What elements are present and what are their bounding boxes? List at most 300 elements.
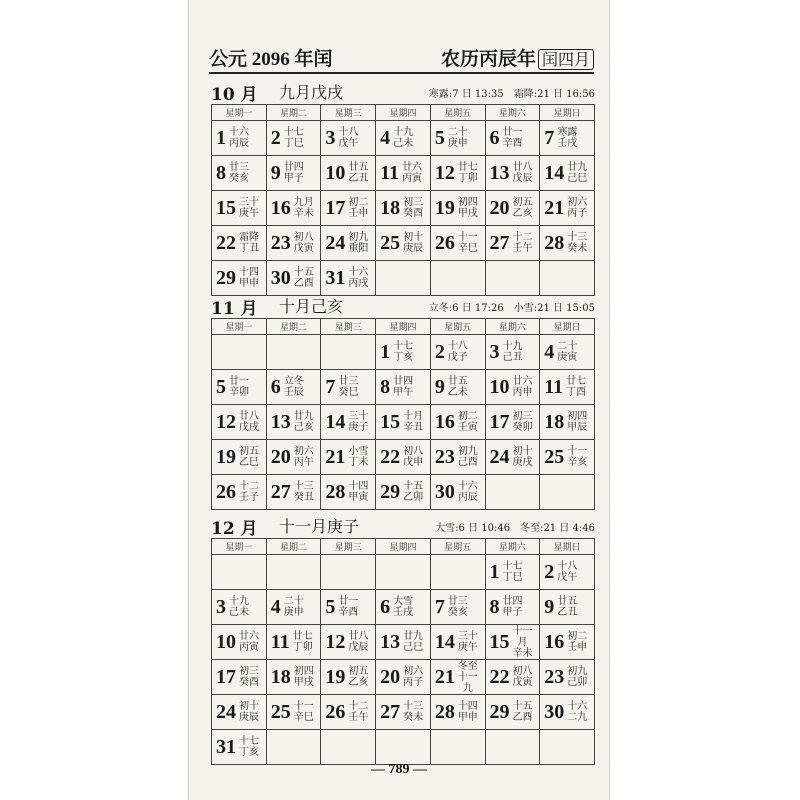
month-october <box>211 80 595 296</box>
week-row <box>212 590 595 625</box>
ganzhi-day: 丁酉 <box>566 387 587 398</box>
lunar-day: 廿七 <box>292 631 313 642</box>
day-content <box>486 555 540 589</box>
week-row <box>212 625 595 660</box>
day-cell <box>485 226 540 261</box>
week-row <box>212 226 595 261</box>
lunar-info <box>447 376 469 398</box>
gregorian-day: 4 <box>544 341 555 363</box>
day-cell <box>430 625 485 660</box>
weekday-header: 星期四 <box>376 539 431 555</box>
lunar-info <box>512 701 534 723</box>
gregorian-day: 8 <box>216 162 226 184</box>
day-content <box>376 625 430 659</box>
day-cell <box>376 191 431 226</box>
lunar-day: 廿三 <box>338 376 359 387</box>
day-content <box>431 405 485 439</box>
day-cell <box>321 156 376 191</box>
lunar-month-name: 十一月庚子 <box>279 517 360 536</box>
day-cell <box>376 405 431 440</box>
lunar-info <box>283 127 305 149</box>
day-cell <box>321 335 376 370</box>
day-cell <box>212 695 267 730</box>
lunar-info <box>392 376 414 398</box>
lunar-info <box>457 631 479 653</box>
page-header <box>209 42 594 74</box>
lunar-day: 初三 <box>403 197 424 208</box>
lunar-day: 十四 <box>457 701 478 712</box>
lunar-info <box>566 631 588 653</box>
day-content <box>212 156 266 190</box>
day-cell <box>540 625 595 660</box>
lunar-day: 十一 <box>293 701 314 712</box>
day-content <box>540 226 594 260</box>
ganzhi-day: 辛酉 <box>338 607 359 618</box>
day-cell <box>212 226 267 261</box>
solar-terms <box>419 85 595 100</box>
ganzhi-day: 己未 <box>393 138 414 149</box>
lunar-info <box>337 596 359 618</box>
weekday-header-row <box>212 539 595 555</box>
lunar-info <box>337 127 359 149</box>
lunar-day: 廿八 <box>512 162 533 173</box>
lunar-info <box>457 661 479 694</box>
gregorian-day: 18 <box>380 197 401 219</box>
day-cell <box>540 226 595 261</box>
day-cell <box>485 370 540 405</box>
lunar-info <box>566 197 588 219</box>
gregorian-day: 23 <box>434 446 455 468</box>
solar-term: 大雪:6 日 10:46 <box>435 523 511 534</box>
day-content <box>431 226 485 260</box>
gregorian-day: 30 <box>434 481 455 503</box>
lunar-info <box>512 666 534 688</box>
ganzhi-day: 壬辰 <box>283 387 304 398</box>
lunar-day: 十九 <box>393 127 414 138</box>
lunar-info <box>556 596 578 618</box>
ganzhi-day: 丁丑 <box>239 243 259 254</box>
lunar-info <box>512 162 534 184</box>
weekday-header: 星期三 <box>321 539 376 555</box>
ganzhi-day: 己酉 <box>457 457 478 468</box>
gregorian-year-title: 公元 2096 年闰 <box>209 49 333 70</box>
gregorian-day: 21 <box>434 666 455 688</box>
lunar-day: 十七 <box>239 736 259 747</box>
solar-term: 寒露:7 日 13:35 <box>428 89 504 100</box>
gregorian-day: 27 <box>489 232 510 254</box>
lunar-day: 初九 <box>457 446 478 457</box>
lunar-info <box>447 341 469 363</box>
day-content <box>486 121 540 155</box>
lunar-info <box>512 626 534 659</box>
lunar-info <box>457 411 479 433</box>
day-content <box>486 226 540 260</box>
lunar-day: 十八 <box>557 561 578 572</box>
day-cell <box>430 555 485 590</box>
lunar-day: 廿七 <box>566 376 587 387</box>
lunar-day: 十一月 <box>512 625 533 648</box>
day-content <box>376 226 430 260</box>
month-number: 12 月 <box>211 519 258 539</box>
day-cell <box>212 335 267 370</box>
ganzhi-day: 癸酉 <box>239 677 259 688</box>
ganzhi-day: 戊寅 <box>293 243 314 254</box>
day-cell <box>540 660 595 695</box>
lunar-info <box>293 197 315 219</box>
day-content <box>431 191 485 225</box>
weekday-header: 星期三 <box>321 105 376 121</box>
gregorian-day: 25 <box>270 701 291 723</box>
gregorian-day: 26 <box>434 232 455 254</box>
day-cell <box>266 191 321 226</box>
gregorian-day: 4 <box>270 596 281 618</box>
day-cell <box>376 261 431 296</box>
lunar-day: 初四 <box>293 666 314 677</box>
lunar-info <box>238 232 260 254</box>
gregorian-day: 24 <box>489 446 510 468</box>
day-cell <box>321 370 376 405</box>
day-content <box>486 440 540 474</box>
ganzhi-day: 壬子 <box>239 492 259 503</box>
gregorian-day: 11 <box>380 162 400 184</box>
lunar-day: 初十 <box>239 701 259 712</box>
ganzhi-day: 庚辰 <box>403 243 424 254</box>
gregorian-day: 1 <box>489 561 500 583</box>
lunar-day: 初八 <box>512 666 533 677</box>
lunar-info <box>293 267 315 289</box>
lunar-day: 十五 <box>512 701 533 712</box>
day-cell <box>540 475 595 510</box>
lunar-info <box>457 197 479 219</box>
gregorian-day: 18 <box>270 666 291 688</box>
day-cell <box>430 370 485 405</box>
lunar-day: 立冬 <box>283 376 304 387</box>
day-content <box>431 695 485 729</box>
ganzhi-day: 庚申 <box>283 607 304 618</box>
ganzhi-day: 乙丑 <box>557 607 578 618</box>
weekday-header: 星期一 <box>212 319 267 335</box>
lunar-info <box>292 631 314 653</box>
lunar-info <box>293 666 315 688</box>
weekday-header: 星期六 <box>485 539 540 555</box>
day-content <box>431 335 485 369</box>
ganzhi-day: 癸亥 <box>447 607 468 618</box>
gregorian-day: 7 <box>434 596 445 618</box>
lunar-day: 十三 <box>403 701 424 712</box>
day-cell <box>430 335 485 370</box>
lunar-info <box>402 701 424 723</box>
ganzhi-day: 乙巳 <box>239 457 259 468</box>
day-content <box>212 191 266 225</box>
day-cell <box>376 156 431 191</box>
day-content <box>540 121 594 155</box>
day-content <box>267 625 321 659</box>
ganzhi-day: 庚戌 <box>512 457 533 468</box>
weekday-header: 星期四 <box>376 105 431 121</box>
gregorian-day: 27 <box>380 701 401 723</box>
day-content <box>431 475 485 509</box>
ganzhi-day: 丙戌 <box>348 278 369 289</box>
gregorian-day: 7 <box>325 376 336 398</box>
ganzhi-day: 乙未 <box>447 387 468 398</box>
lunar-info <box>347 631 369 653</box>
lunar-day: 三十 <box>457 631 478 642</box>
gregorian-day: 7 <box>544 127 555 149</box>
lunar-day: 十八 <box>447 341 468 352</box>
lunar-day: 十五 <box>403 481 424 492</box>
lunar-day: 十七 <box>393 341 414 352</box>
day-content <box>486 695 540 729</box>
day-cell <box>212 440 267 475</box>
lunar-day: 十五 <box>293 267 314 278</box>
ganzhi-day: 庚午 <box>457 642 478 653</box>
day-content <box>431 440 485 474</box>
lunar-day: 廿五 <box>348 162 369 173</box>
lunar-info <box>228 596 250 618</box>
weekday-header: 星期日 <box>540 539 595 555</box>
ganzhi-day: 丁巳 <box>283 138 304 149</box>
lunar-day: 十三 <box>293 481 314 492</box>
day-content <box>540 625 594 659</box>
day-content <box>540 405 594 439</box>
ganzhi-day: 戊辰 <box>512 173 533 184</box>
lunar-day: 廿六 <box>512 376 533 387</box>
lunar-day: 寒露 <box>557 127 578 138</box>
day-cell <box>376 475 431 510</box>
lunar-info <box>565 376 587 398</box>
day-cell <box>321 590 376 625</box>
day-content <box>431 370 485 404</box>
lunar-info <box>447 127 469 149</box>
lunar-day: 初六 <box>293 446 314 457</box>
day-content <box>321 695 375 729</box>
ganzhi-day: 庚寅 <box>557 352 578 363</box>
day-content <box>212 590 266 624</box>
day-cell <box>266 226 321 261</box>
gregorian-day: 13 <box>270 411 291 433</box>
lunar-day: 廿三 <box>229 162 249 173</box>
day-content <box>212 475 266 509</box>
day-content <box>376 335 430 369</box>
day-cell <box>321 405 376 440</box>
day-cell <box>266 555 321 590</box>
lunar-info <box>402 666 424 688</box>
day-cell <box>266 370 321 405</box>
day-content <box>212 625 266 659</box>
lunar-info <box>512 376 534 398</box>
lunar-day: 十六 <box>348 267 369 278</box>
solar-term: 立冬:6 日 17:26 <box>428 303 504 314</box>
lunar-day: 初八 <box>403 446 424 457</box>
week-row <box>212 261 595 296</box>
lunar-info <box>556 127 578 149</box>
day-content <box>212 121 266 155</box>
day-content <box>267 121 321 155</box>
leap-month-badge: 闰四月 <box>538 49 594 70</box>
ganzhi-day: 丙子 <box>403 677 424 688</box>
day-content <box>267 261 321 295</box>
day-cell <box>321 121 376 156</box>
day-content <box>321 625 375 659</box>
week-row <box>212 695 595 730</box>
gregorian-day: 4 <box>380 127 391 149</box>
gregorian-day: 3 <box>216 596 226 618</box>
gregorian-day: 13 <box>380 631 401 653</box>
lunar-day: 廿五 <box>557 596 578 607</box>
day-content <box>267 440 321 474</box>
lunar-info <box>402 411 424 433</box>
weekday-header: 星期四 <box>376 319 431 335</box>
ganzhi-day: 己丑 <box>502 352 523 363</box>
ganzhi-day: 辛酉 <box>502 138 523 149</box>
lunar-info <box>556 561 578 583</box>
lunar-info <box>238 701 260 723</box>
lunar-day: 初五 <box>348 666 369 677</box>
week-row <box>212 730 595 765</box>
lunar-info <box>347 481 369 503</box>
lunar-info <box>566 232 588 254</box>
lunar-day: 廿六 <box>402 162 423 173</box>
lunar-info <box>293 446 315 468</box>
ganzhi-day: 戊戌 <box>239 422 259 433</box>
day-content <box>267 695 321 729</box>
day-content <box>540 156 594 190</box>
day-content <box>376 191 430 225</box>
lunar-info <box>401 162 423 184</box>
day-cell <box>266 440 321 475</box>
lunar-day: 十二 <box>348 701 369 712</box>
week-row <box>212 370 595 405</box>
lunar-info <box>512 446 534 468</box>
gregorian-day: 17 <box>216 666 236 688</box>
day-cell <box>430 440 485 475</box>
gregorian-day: 11 <box>544 376 564 398</box>
day-cell <box>485 156 540 191</box>
day-cell <box>321 261 376 296</box>
gregorian-day: 25 <box>544 446 565 468</box>
ganzhi-day: 丁亥 <box>393 352 414 363</box>
ganzhi-day: 丙子 <box>567 208 588 219</box>
day-content <box>486 405 540 439</box>
day-cell <box>485 625 540 660</box>
lunar-day: 二十 <box>557 341 578 352</box>
ganzhi-day: 辛巳 <box>457 243 478 254</box>
ganzhi-day: 甲子 <box>283 173 304 184</box>
ganzhi-day: 乙酉 <box>293 278 314 289</box>
lunar-day: 十四 <box>348 481 369 492</box>
day-cell <box>485 121 540 156</box>
day-cell <box>540 335 595 370</box>
lunar-info <box>392 341 414 363</box>
ganzhi-day: 壬戌 <box>393 607 414 618</box>
gregorian-day: 9 <box>434 376 445 398</box>
calendar-grid <box>211 538 595 765</box>
ganzhi-day: 辛未 <box>293 208 314 219</box>
day-cell <box>321 226 376 261</box>
ganzhi-day: 庚午 <box>239 208 259 219</box>
weekday-header: 星期五 <box>430 539 485 555</box>
day-content <box>431 121 485 155</box>
gregorian-day: 18 <box>544 411 565 433</box>
month-title-row <box>211 80 595 104</box>
day-content <box>376 590 430 624</box>
day-content <box>540 590 594 624</box>
day-cell <box>540 370 595 405</box>
lunar-info <box>402 197 424 219</box>
lunar-day: 十一 <box>567 446 588 457</box>
lunar-info <box>502 596 524 618</box>
gregorian-day: 12 <box>216 411 236 433</box>
gregorian-day: 24 <box>216 701 236 723</box>
day-cell <box>266 156 321 191</box>
lunar-info <box>457 446 479 468</box>
ganzhi-day: 丁卯 <box>292 642 313 653</box>
ganzhi-day: 戊申 <box>403 457 424 468</box>
gregorian-day: 10 <box>489 376 510 398</box>
day-cell <box>485 730 540 765</box>
weekday-header: 星期一 <box>212 539 267 555</box>
day-content <box>376 121 430 155</box>
lunar-day: 廿三 <box>447 596 468 607</box>
month-november <box>211 294 595 510</box>
day-content <box>376 695 430 729</box>
gregorian-day: 22 <box>489 666 510 688</box>
ganzhi-day: 癸丑 <box>293 492 314 503</box>
day-cell <box>212 191 267 226</box>
gregorian-day: 30 <box>270 267 291 289</box>
day-cell <box>266 121 321 156</box>
ganzhi-day: 壬午 <box>348 712 369 723</box>
ganzhi-day: 癸亥 <box>229 173 249 184</box>
lunar-day: 廿九 <box>403 631 424 642</box>
day-content <box>321 475 375 509</box>
gregorian-day: 15 <box>216 197 236 219</box>
day-cell <box>212 730 267 765</box>
weekday-header: 星期五 <box>430 105 485 121</box>
gregorian-day: 5 <box>216 376 226 398</box>
lunar-info <box>502 341 524 363</box>
ganzhi-day: 丙辰 <box>457 492 478 503</box>
lunar-info <box>502 127 524 149</box>
gregorian-day: 5 <box>434 127 445 149</box>
day-content <box>267 191 321 225</box>
lunar-day: 初八 <box>293 232 314 243</box>
day-content <box>376 475 430 509</box>
ganzhi-day: 庚子 <box>348 422 369 433</box>
day-cell <box>321 191 376 226</box>
lunar-day: 十七 <box>502 561 523 572</box>
calendar-page <box>188 0 610 800</box>
lunar-day: 廿一 <box>502 127 523 138</box>
day-cell <box>376 625 431 660</box>
day-content <box>321 405 375 439</box>
lunar-day: 十六 <box>457 481 478 492</box>
lunar-info <box>447 596 469 618</box>
day-cell <box>540 261 595 296</box>
gregorian-day: 19 <box>434 197 455 219</box>
ganzhi-day: 己巳 <box>567 173 588 184</box>
gregorian-day: 20 <box>489 197 510 219</box>
lunar-info <box>566 701 588 723</box>
weekday-header: 星期六 <box>485 319 540 335</box>
ganzhi-day: 甲申 <box>239 278 259 289</box>
gregorian-day: 31 <box>216 736 236 758</box>
gregorian-day: 24 <box>325 232 346 254</box>
ganzhi-day: 癸巳 <box>338 387 359 398</box>
day-content <box>212 370 266 404</box>
lunar-day: 廿八 <box>239 411 259 422</box>
gregorian-day: 8 <box>380 376 391 398</box>
